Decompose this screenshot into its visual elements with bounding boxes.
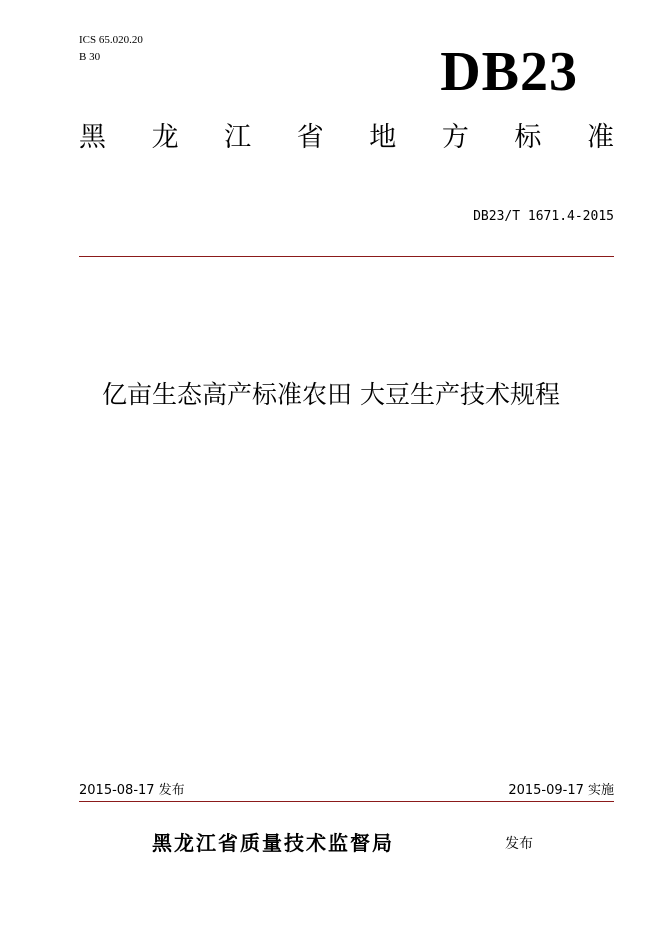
standard-number: DB23/T 1671.4-2015: [473, 209, 614, 224]
standard-type-char: 地: [369, 122, 397, 153]
standard-type-char: 黑: [79, 122, 106, 153]
ccs-code: B 30: [79, 51, 101, 63]
standard-code-logo: DB23: [440, 41, 578, 103]
header-divider: [79, 256, 614, 257]
standard-type-char: 江: [224, 122, 252, 153]
standard-type-char: 方: [441, 122, 469, 153]
release-date: 2015-08-17 发布: [79, 783, 185, 798]
standard-type-char: 准: [586, 122, 614, 153]
implementation-date: 2015-09-17 实施: [508, 783, 614, 798]
issuing-authority: 黑龙江省质量技术监督局: [152, 831, 394, 855]
ics-code: ICS 65.020.20: [79, 34, 143, 46]
document-title: 亿亩生态高产标准农田 大豆生产技术规程: [102, 380, 560, 409]
standard-type-char: 标: [514, 122, 542, 153]
standard-type-heading: [79, 121, 614, 155]
standard-type-char: 龙: [151, 122, 179, 153]
footer-divider: [79, 801, 614, 802]
standard-type-char: 省: [296, 122, 324, 153]
issuing-suffix: 发布: [505, 836, 533, 852]
